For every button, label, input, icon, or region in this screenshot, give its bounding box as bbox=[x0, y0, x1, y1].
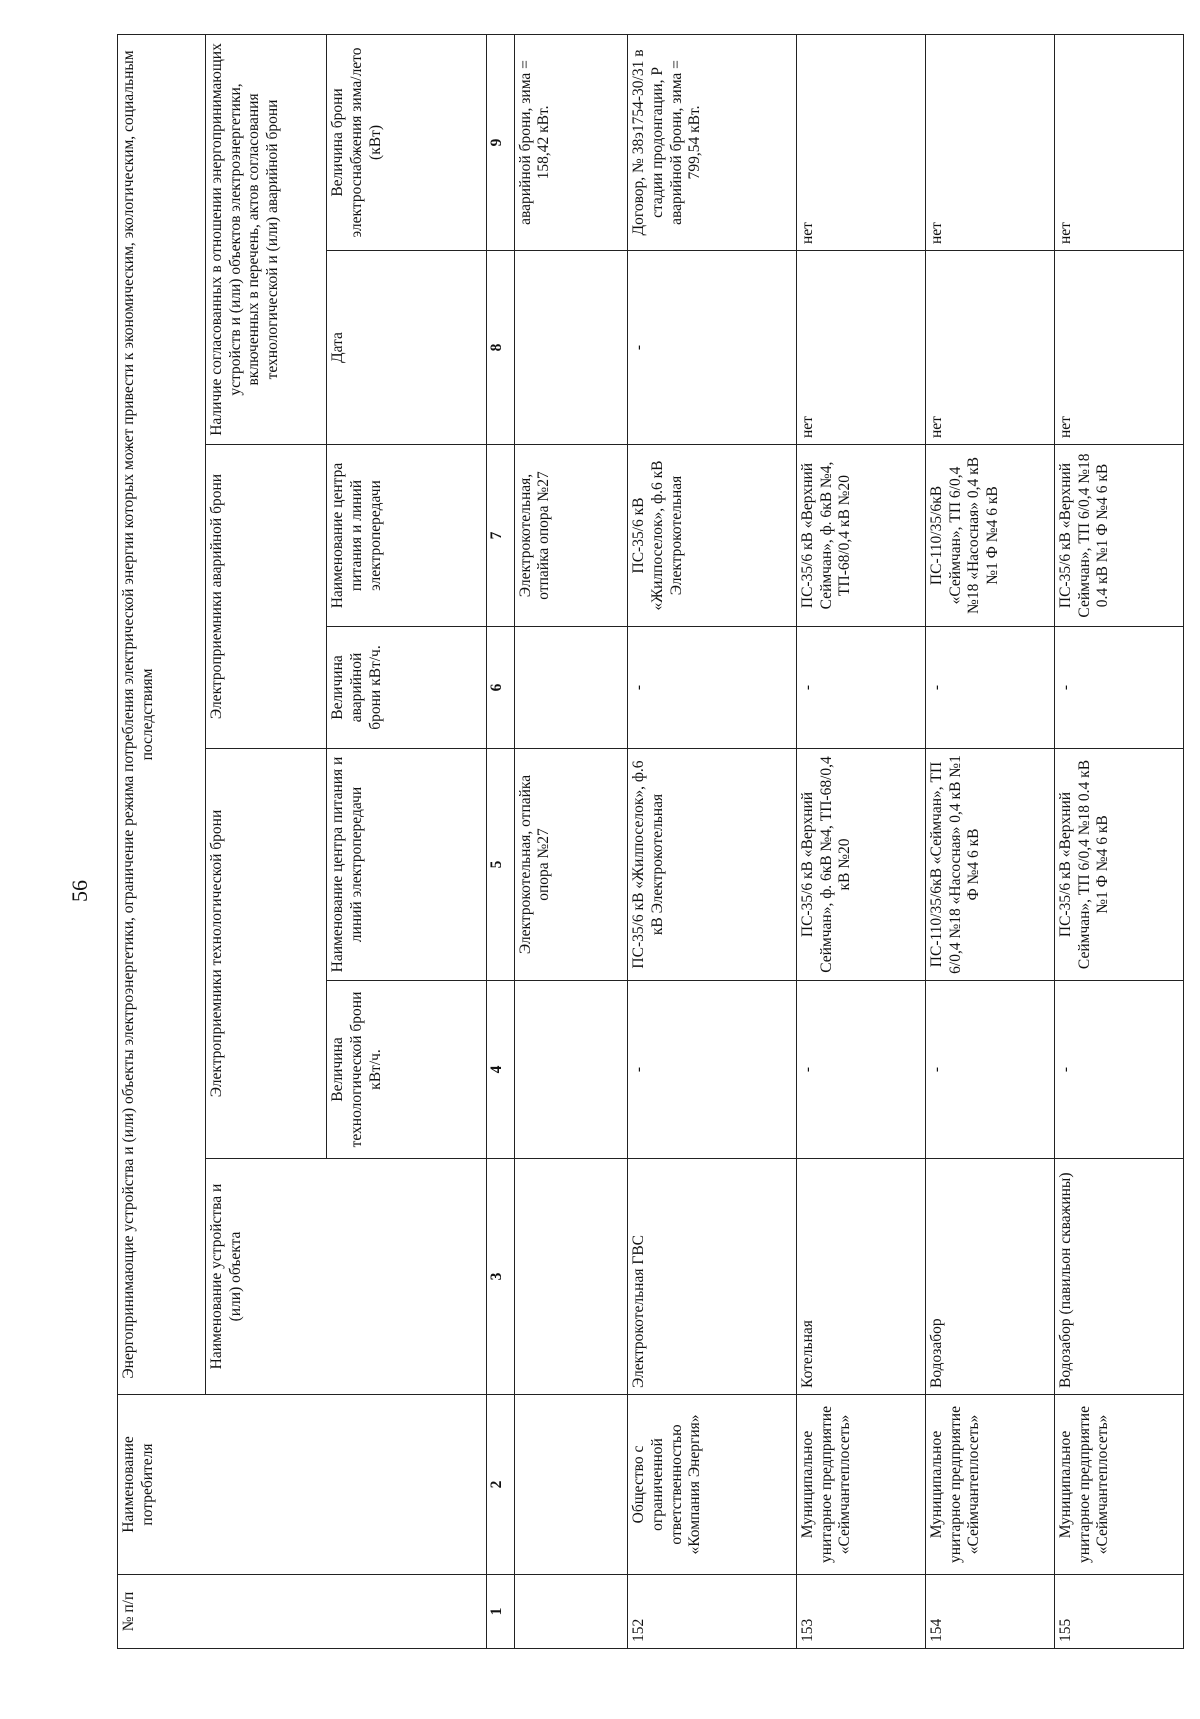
row-reserve: нет bbox=[925, 34, 1054, 250]
row-tech-center: ПС-35/6 кВ «Верхний Сеймчан», ТП 6/0,4 №18 0.4 кВ №1 Ф №4 6 кВ bbox=[1054, 749, 1183, 981]
row-tech-value: - bbox=[1054, 981, 1183, 1159]
column-number: 5 bbox=[487, 749, 515, 981]
row-tech-center: ПС-110/35/6кВ «Сеймчан», ТП 6/0,4 №18 «Насосная» 0,4 кВ №1 Ф №4 6 кВ bbox=[925, 749, 1054, 981]
row-avar-value: - bbox=[628, 627, 797, 749]
table-row bbox=[796, 34, 925, 1648]
row-reserve: аварийной брони, зима = 158,42 кВт. bbox=[514, 34, 628, 250]
column-number: 6 bbox=[487, 627, 515, 749]
row-object: Электрокотельная ГВС bbox=[628, 1159, 797, 1395]
table-row bbox=[925, 34, 1054, 1648]
header-tech-value: Величина технологической брони кВт/ч. bbox=[327, 981, 487, 1159]
row-date: нет bbox=[925, 251, 1054, 445]
table-title: Энергопринимающие устройства и (или) объекты электроэнергетики, ограничение режима потребления электрической энергии которых может привести к экономическим, экологическим, социальным последствиям bbox=[118, 34, 206, 1394]
column-number: 4 bbox=[487, 981, 515, 1159]
row-object: Котельная bbox=[796, 1159, 925, 1395]
row-object: Водозабор (павильон скважины) bbox=[1054, 1159, 1183, 1395]
row-date bbox=[514, 251, 628, 445]
column-number: 2 bbox=[487, 1395, 515, 1575]
header-num: № п/п bbox=[118, 1575, 487, 1649]
row-date: нет bbox=[1054, 251, 1183, 445]
row-num bbox=[514, 1575, 628, 1649]
header-group-acts: Наличие согласованных в отношении энергопринимающих устройств и (или) объектов электроэнергетики, включенных в перечень, актов согласования технологической и (или) аварийной брони bbox=[206, 34, 327, 444]
header-tech-center: Наименование центра питания и линий электропередачи bbox=[327, 749, 487, 981]
row-num: 154 bbox=[925, 1575, 1054, 1649]
header-date: Дата bbox=[327, 251, 487, 445]
row-tech-center: Электрокотельная, отпайка опора №27 bbox=[514, 749, 628, 981]
row-date: нет bbox=[796, 251, 925, 445]
row-consumer bbox=[514, 1395, 628, 1575]
rotated-page bbox=[117, 35, 1184, 1649]
header-avar-center: Наименование центра питания и линий электропередачи bbox=[327, 445, 487, 627]
header-avar-value: Величина аварийной брони кВт/ч. bbox=[327, 627, 487, 749]
row-date: - bbox=[628, 251, 797, 445]
row-avar-value bbox=[514, 627, 628, 749]
header-group-avar: Электроприемники аварийной брони bbox=[206, 445, 327, 749]
row-num: 155 bbox=[1054, 1575, 1183, 1649]
row-avar-center: ПС-110/35/6кВ «Сеймчан», ТП 6/0,4 №18 «Насосная» 0,4 кВ №1 Ф №4 6 кВ bbox=[925, 445, 1054, 627]
row-consumer: Муниципальное унитарное предприятие «Сеймчантеплосеть» bbox=[1054, 1395, 1183, 1575]
row-tech-value: - bbox=[628, 981, 797, 1159]
row-tech-value: - bbox=[925, 981, 1054, 1159]
row-reserve: Договор, № 38э1754-30/31 в стадии продонгации, Р аварийной брони, зима = 799,54 кВт. bbox=[628, 34, 797, 250]
row-avar-center: ПС-35/6 кВ «Жилпоселок», ф.6 кВ Электрокотельная bbox=[628, 445, 797, 627]
column-number: 8 bbox=[487, 251, 515, 445]
row-consumer: Муниципальное унитарное предприятие «Сеймчантеплосеть» bbox=[925, 1395, 1054, 1575]
header-consumer: Наименование потребителя bbox=[118, 1395, 487, 1575]
row-object: Водозабор bbox=[925, 1159, 1054, 1395]
row-avar-center: Электрокотельная, отпайка опора №27 bbox=[514, 445, 628, 627]
column-numbers-row bbox=[487, 34, 515, 1648]
column-number: 9 bbox=[487, 34, 515, 250]
consumers-table bbox=[117, 34, 1184, 1649]
row-avar-value: - bbox=[796, 627, 925, 749]
column-number: 1 bbox=[487, 1575, 515, 1649]
row-tech-value bbox=[514, 981, 628, 1159]
row-tech-center: ПС-35/6 кВ «Верхний Сеймчан», ф. 6кВ №4, ТП-68/0,4 кВ №20 bbox=[796, 749, 925, 981]
row-avar-center: ПС-35/6 кВ «Верхний Сеймчан», ТП 6/0,4 №18 0.4 кВ №1 Ф №4 6 кВ bbox=[1054, 445, 1183, 627]
table-row bbox=[1054, 34, 1183, 1648]
row-avar-value: - bbox=[925, 627, 1054, 749]
row-num: 153 bbox=[796, 1575, 925, 1649]
header-group-tech: Электроприемники технологической брони bbox=[206, 749, 327, 1159]
header-reserve: Величина брони электроснабжения зима/лето (кВт) bbox=[327, 34, 487, 250]
row-consumer: Муниципальное унитарное предприятие «Сеймчантеплосеть» bbox=[796, 1395, 925, 1575]
row-reserve: нет bbox=[796, 34, 925, 250]
row-object bbox=[514, 1159, 628, 1395]
row-num: 152 bbox=[628, 1575, 797, 1649]
page-number: 56 bbox=[67, 880, 92, 902]
row-tech-value: - bbox=[796, 981, 925, 1159]
row-avar-value: - bbox=[1054, 627, 1183, 749]
row-reserve: нет bbox=[1054, 34, 1183, 250]
row-avar-center: ПС-35/6 кВ «Верхний Сеймчан», ф. 6кВ №4, ТП-68/0,4 кВ №20 bbox=[796, 445, 925, 627]
row-consumer: Общество с ограниченной ответственностью «Компания Энергия» bbox=[628, 1395, 797, 1575]
header-object: Наименование устройства и (или) объекта bbox=[206, 1159, 487, 1395]
table-row bbox=[628, 34, 797, 1648]
table-row bbox=[514, 34, 628, 1648]
row-tech-center: ПС-35/6 кВ «Жилпоселок», ф.6 кВ Электрокотельная bbox=[628, 749, 797, 981]
column-number: 7 bbox=[487, 445, 515, 627]
column-number: 3 bbox=[487, 1159, 515, 1395]
